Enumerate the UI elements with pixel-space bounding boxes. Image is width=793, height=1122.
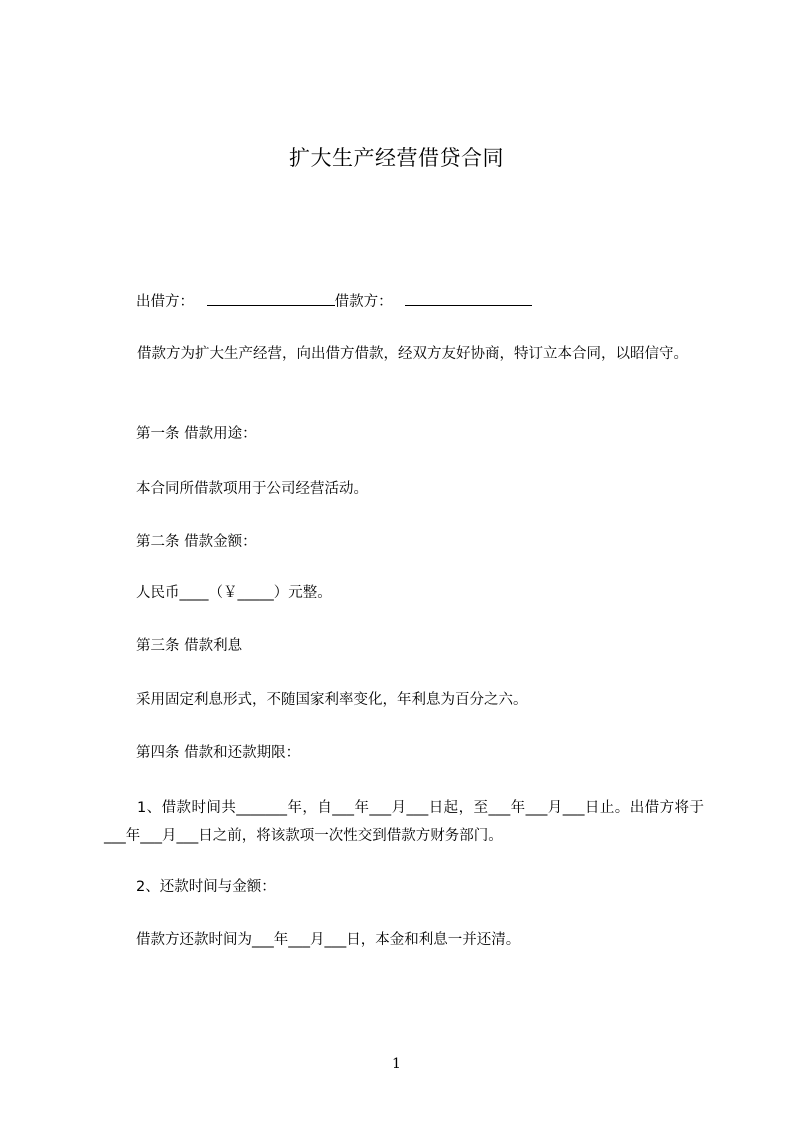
lender-blank bbox=[207, 290, 335, 306]
document-title: 扩大生产经营借贷合同 bbox=[289, 146, 504, 170]
article4-clause2-heading: 2、还款时间与金额： bbox=[136, 879, 276, 895]
borrower-blank bbox=[405, 290, 532, 306]
article4-clause2-body: 借款方还款时间为___年___月___日，本金和利息一并还清。 bbox=[136, 932, 521, 948]
parties-line bbox=[136, 290, 532, 314]
page-number: 1 bbox=[392, 1056, 401, 1072]
lender-label: 出借方： bbox=[136, 294, 194, 310]
borrower-label: 借款方： bbox=[334, 294, 393, 310]
article4-heading: 第四条 借款和还款期限： bbox=[136, 745, 301, 761]
article1-heading: 第一条 借款用途： bbox=[136, 426, 257, 442]
preamble-paragraph: 借款方为扩大生产经营，向出借方借款，经双方友好协商，特订立本合同，以昭信守。 bbox=[137, 346, 688, 362]
article4-clause1: 1、借款时间共_______年，自___年___月___日起，至___年___月___日止。出借方将于___年___月___日之前，将该款项一次性交到借款方财务部门。 bbox=[104, 800, 704, 844]
article3-heading: 第三条 借款利息 bbox=[136, 638, 243, 654]
article3-body: 采用固定利息形式，不随国家利率变化，年利息为百分之六。 bbox=[136, 692, 528, 708]
article2-heading: 第二条 借款金额： bbox=[136, 534, 257, 550]
article1-body: 本合同所借款项用于公司经营活动。 bbox=[136, 481, 368, 497]
article2-body: 人民币____（￥_____）元整。 bbox=[136, 585, 332, 601]
